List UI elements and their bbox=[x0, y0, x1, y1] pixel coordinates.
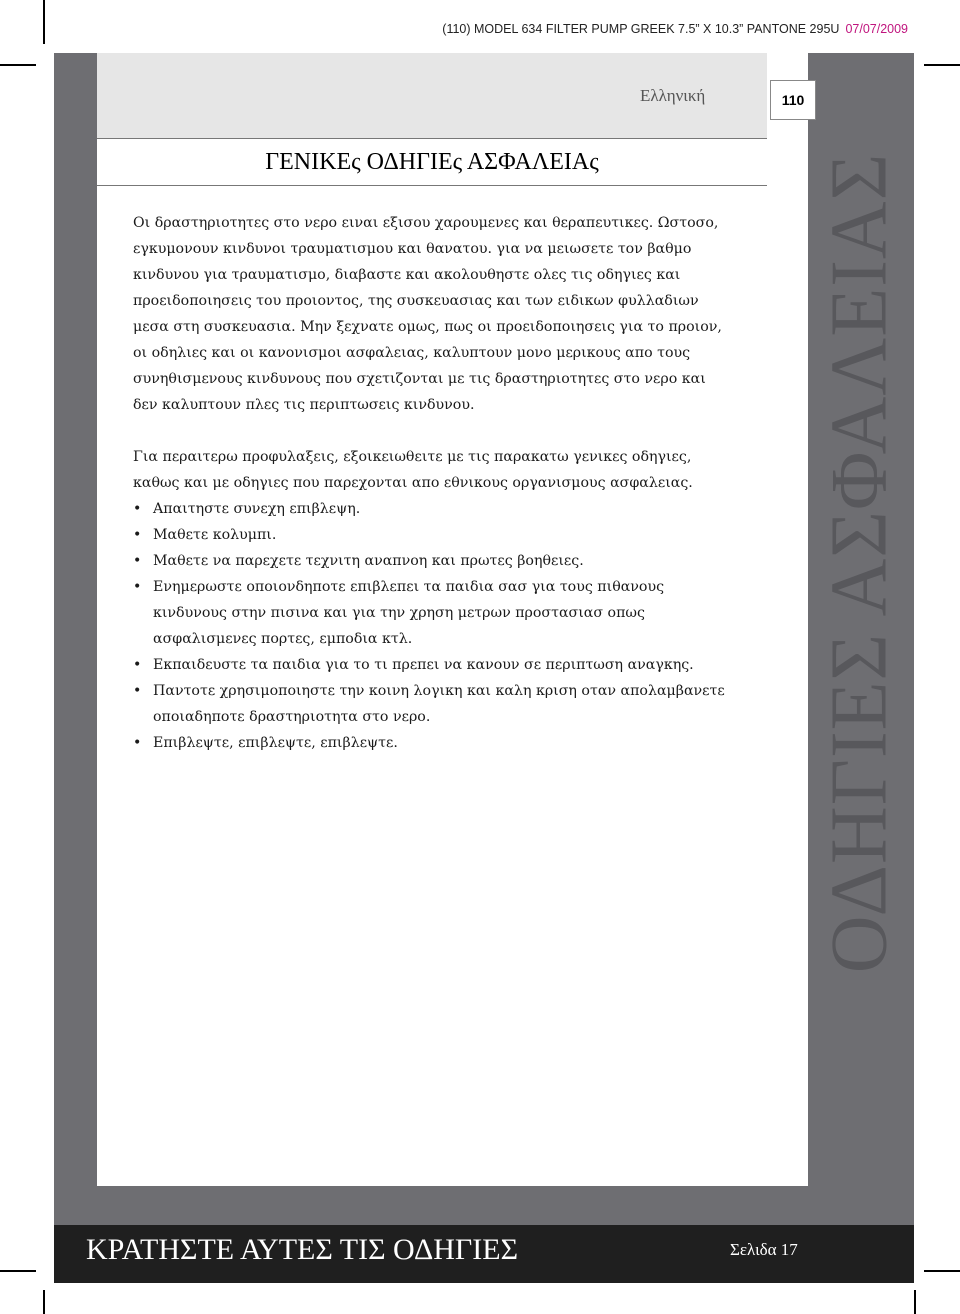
list-item: • Εκπαιδευστε τα παιδια για το τι πρεπει να κανουν σε περιπτωση αναγκης. bbox=[133, 652, 733, 678]
list-item: • Ενημερωστε οποιονδηποτε επιβλεπει τα παιδια σασ για τους πιθανους κινδυνους στην πισινα και για την χρηση μετρων προστασιασ οπως ασφαλισμενες πορτες, εμποδια κτλ. bbox=[133, 574, 733, 652]
slug-text: (110) MODEL 634 FILTER PUMP GREEK 7.5” X 10.3” PANTONE 295U bbox=[442, 22, 840, 36]
bullet-icon: • bbox=[133, 735, 142, 751]
paragraph-further: Για περαιτερω προφυλαξεις, εξοικειωθειτε με τις παρακατω γενικες οδηγιες, καθως και με οδηγιες που παρεχονται απο εθνικους οργανισμους ασφαλειας. bbox=[133, 449, 693, 491]
list-item: • Παντοτε χρησιμοποιηστε την κοινη λογικη και καλη κριση οταν απολαμβανετε οποιαδηποτε δραστηριοτητα στο νερο. bbox=[133, 678, 733, 730]
print-slug bbox=[442, 22, 908, 36]
bullet-icon: • bbox=[133, 657, 142, 673]
sidebar-title-box bbox=[810, 120, 910, 1005]
crop-mark bbox=[924, 1270, 960, 1272]
page-number: 110 bbox=[770, 80, 816, 120]
bullet-icon: • bbox=[133, 579, 142, 595]
section-title: ΓΕΝΙΚΕς ΟΔΗΓΙΕς ΑΣΦΑΛΕΙΑς bbox=[265, 148, 599, 175]
slug-date: 07/07/2009 bbox=[845, 22, 908, 36]
crop-mark bbox=[0, 1270, 36, 1272]
body-content bbox=[133, 210, 733, 756]
list-item: • Απαιτηστε συνεχη επιβλεψη. bbox=[133, 496, 733, 522]
crop-mark bbox=[43, 0, 45, 44]
list-item: • Μαθετε κολυμπι. bbox=[133, 522, 733, 548]
crop-mark bbox=[914, 1290, 916, 1314]
safety-list bbox=[133, 496, 733, 756]
crop-mark bbox=[43, 1290, 45, 1314]
section-title-box bbox=[97, 138, 767, 186]
language-label: Ελληνική bbox=[640, 86, 706, 105]
list-item: • Μαθετε να παρεχετε τεχνιτη αναπνοη και πρωτες βοηθειες. bbox=[133, 548, 733, 574]
crop-mark bbox=[0, 64, 36, 66]
bullet-icon: • bbox=[133, 501, 142, 517]
crop-mark bbox=[924, 64, 960, 66]
footer-title: ΚΡΑΤΗΣΤΕ ΑΥΤΕΣ ΤΙΣ ΟΔΗΓΙΕΣ bbox=[86, 1233, 519, 1266]
bullet-icon: • bbox=[133, 683, 142, 699]
footer-page-label: Σελιδα 17 bbox=[730, 1240, 798, 1259]
paragraph-intro: Οι δραστηριοτητες στο νερο ειναι εξισου χαρουμενες και θεραπευτικες. Ωστοσο, εγκυμονουν κινδυνοι τραυματισμου και θανατου. για να μειωσετε τον βαθμο κινδυνου για τραυματισμο, διαβαστε και ακολουθηστε ολες τις οδηγιες και προειδοποιησεις του προιοντος, της συσκευασιας και των ειδικων φυλλαδιων μεσα στη συσκευασια. Μην ξεχνατε ομως, πως οι προειδοποιησεις για το προιον, οι οδηλιες και οι κανονισμοι ασφαλειας, καλυπτουν μονο μερικους απο τους συνηθισμενους κινδυνους που σχετιζονται με τις δραστηριοτητες στο νερο και δεν καλυπτουν πλες τις περιπτωσεις κινδυνου. bbox=[133, 215, 722, 413]
bullet-icon: • bbox=[133, 527, 142, 543]
bullet-icon: • bbox=[133, 553, 142, 569]
list-item: • Επιβλεψτε, επιβλεψτε, επιβλεψτε. bbox=[133, 730, 733, 756]
sidebar-title: ΟΔΗΓΙΕΣ ΑΣΦΑΛΕΙΑΣ bbox=[815, 152, 904, 973]
